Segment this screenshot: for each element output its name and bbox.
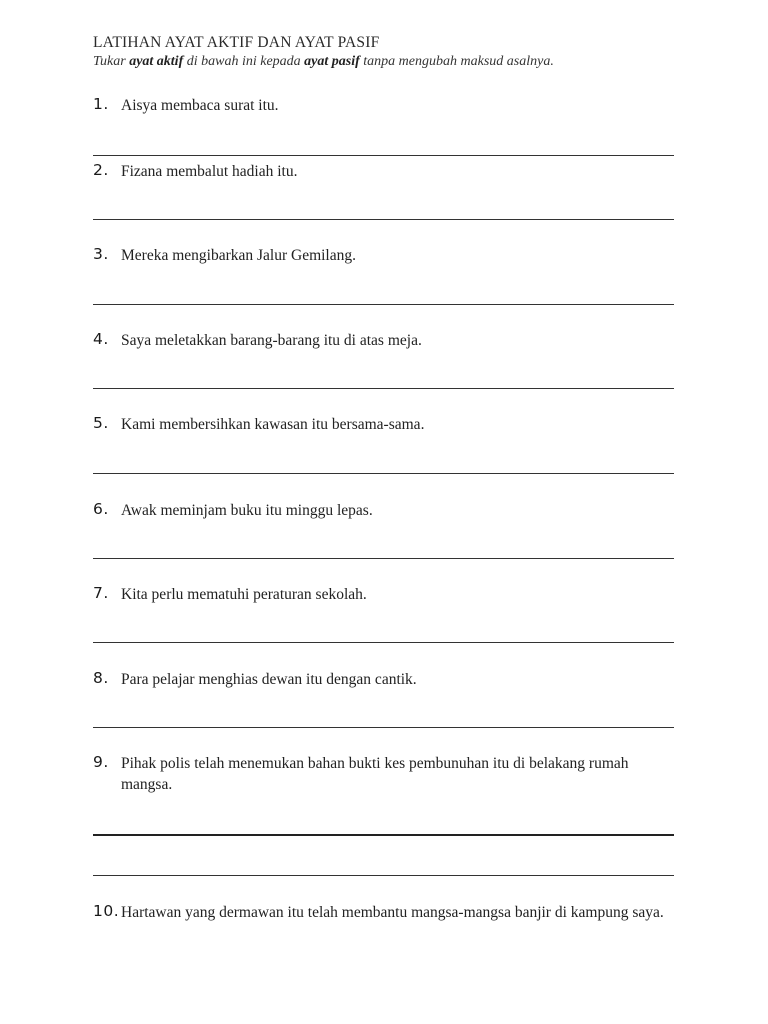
- question-number: 10.: [93, 902, 120, 920]
- question-text: Awak meminjam buku itu minggu lepas.: [121, 502, 373, 519]
- question-number: 7.: [93, 584, 109, 602]
- instruction-text-3: tanpa mengubah maksud asalnya.: [359, 54, 554, 69]
- instruction-text-2: di bawah ini kepada: [183, 54, 305, 69]
- answer-line[interactable]: [93, 304, 674, 305]
- instruction-bold-passive: ayat pasif: [304, 54, 360, 69]
- answer-line[interactable]: [93, 219, 674, 220]
- question-number: 2.: [93, 161, 109, 179]
- answer-line[interactable]: [93, 875, 674, 876]
- question-number: 3.: [93, 245, 109, 263]
- worksheet-instruction: [93, 54, 554, 70]
- question-text: Mereka mengibarkan Jalur Gemilang.: [121, 247, 356, 264]
- answer-line[interactable]: [93, 642, 674, 643]
- question-text: Kami membersihkan kawasan itu bersama-sama.: [121, 416, 425, 433]
- question-text: Pihak polis telah menemukan bahan bukti kes pembunuhan itu di belakang rumah mangsa.: [121, 755, 629, 793]
- answer-line[interactable]: [93, 558, 674, 559]
- question-text: Para pelajar menghias dewan itu dengan cantik.: [121, 671, 417, 688]
- question-number: 5.: [93, 414, 109, 432]
- answer-line[interactable]: [93, 388, 674, 389]
- instruction-text-1: Tukar: [93, 54, 130, 69]
- question-text: Fizana membalut hadiah itu.: [121, 163, 298, 180]
- question-number: 6.: [93, 500, 109, 518]
- worksheet-title: LATIHAN AYAT AKTIF DAN AYAT PASIF: [93, 34, 380, 51]
- question-number: 1.: [93, 95, 109, 113]
- answer-line[interactable]: [93, 834, 674, 836]
- answer-line[interactable]: [93, 155, 674, 156]
- question-text: Aisya membaca surat itu.: [121, 97, 279, 114]
- question-text: Kita perlu mematuhi peraturan sekolah.: [121, 586, 367, 603]
- question-text: Saya meletakkan barang-barang itu di atas meja.: [121, 332, 422, 349]
- question-number: 8.: [93, 669, 109, 687]
- instruction-bold-active: ayat aktif: [129, 54, 184, 69]
- answer-line[interactable]: [93, 727, 674, 728]
- answer-line[interactable]: [93, 473, 674, 474]
- question-number: 9.: [93, 753, 109, 771]
- question-text: Hartawan yang dermawan itu telah membantu mangsa-mangsa banjir di kampung saya.: [121, 904, 664, 921]
- question-number: 4.: [93, 330, 109, 348]
